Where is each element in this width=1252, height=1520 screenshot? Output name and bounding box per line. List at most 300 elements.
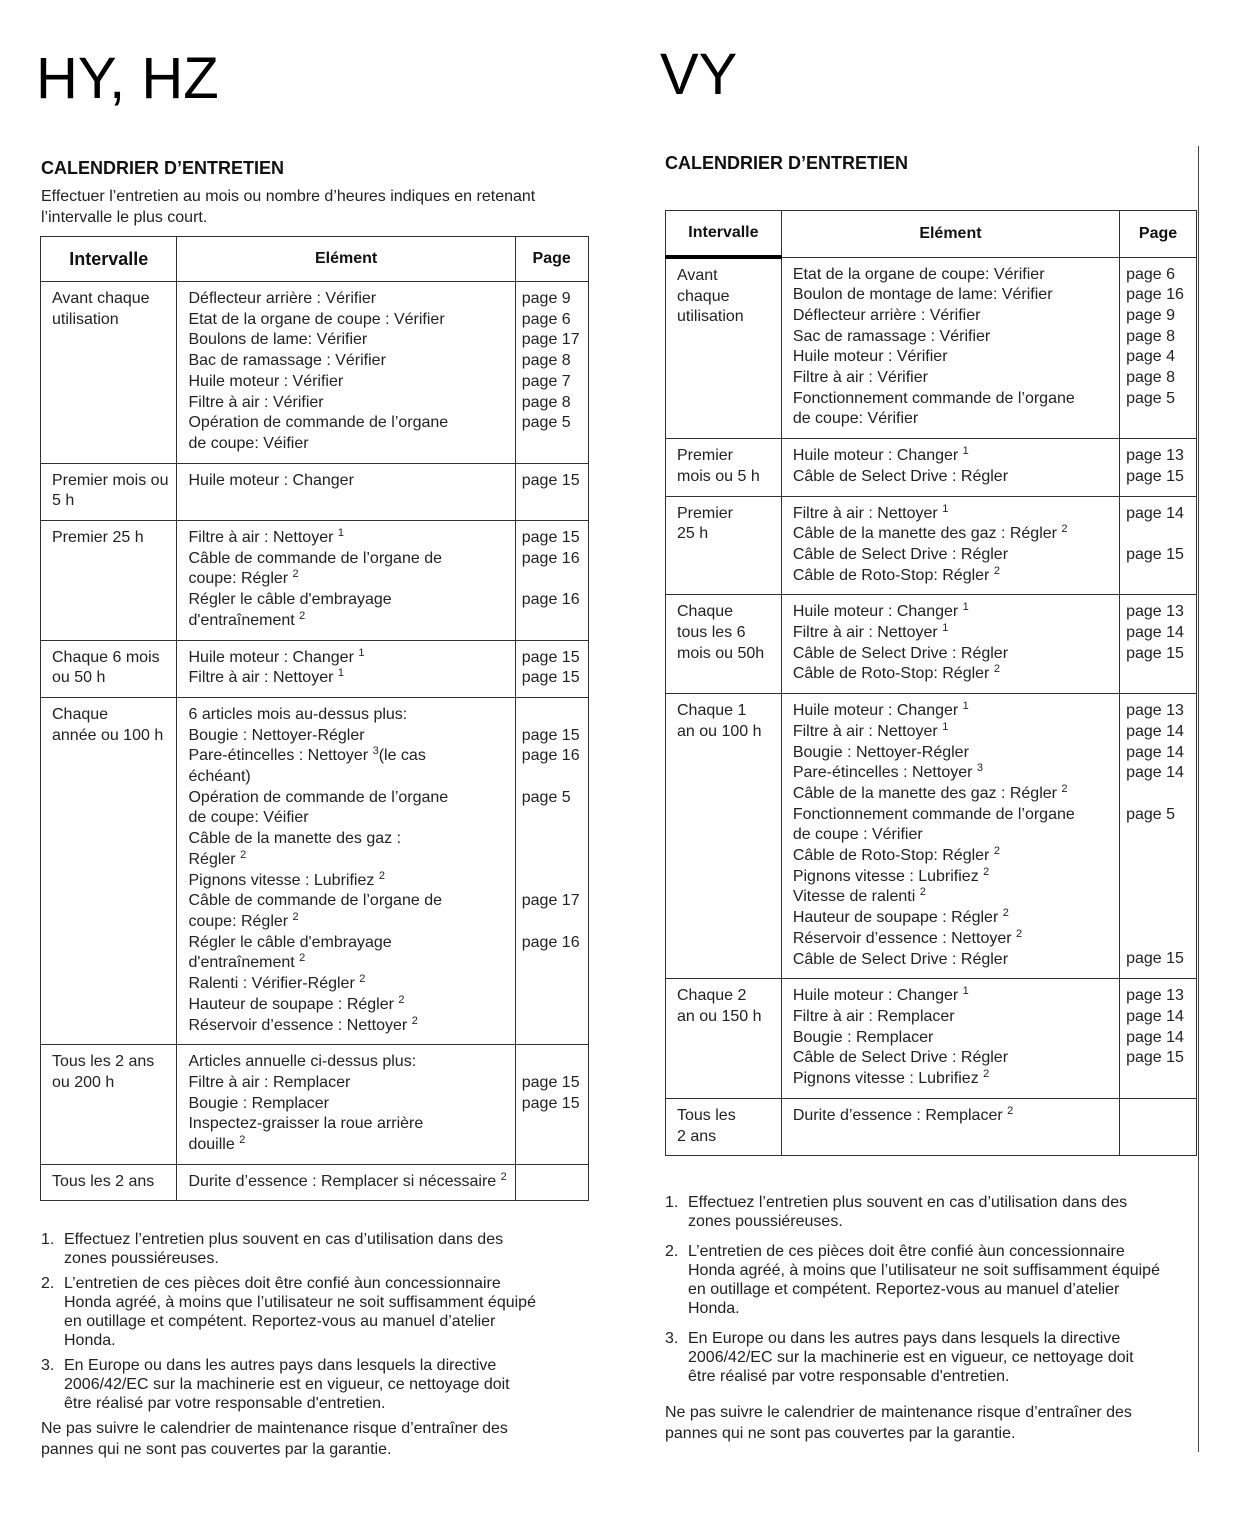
- interval-line: utilisation: [52, 310, 119, 328]
- page-ref: [522, 974, 580, 995]
- page-cell: [1120, 496, 1197, 595]
- table-row: [41, 1045, 589, 1165]
- page-ref: [522, 1172, 580, 1193]
- footnote-ref: 1: [962, 700, 969, 713]
- footnote-number: 3.: [665, 1330, 679, 1347]
- element-text: échéant): [188, 768, 251, 786]
- interval-cell: [41, 697, 177, 1044]
- page-cell: [1120, 595, 1197, 694]
- page-ref: page 15: [521, 726, 580, 744]
- element-line: [793, 763, 1111, 784]
- interval-cell: [666, 1098, 782, 1155]
- element-text: Filtre à air : Remplacer: [792, 1008, 955, 1025]
- page-ref: page 14: [1126, 1028, 1184, 1046]
- page-ref: page 14: [1126, 504, 1184, 522]
- element-text: Déflecteur arrière : Vérifier: [188, 290, 377, 307]
- page-ref: page 14: [1126, 764, 1184, 782]
- table-row: [666, 496, 1197, 595]
- element-text: Câble de Roto-Stop: Régler: [792, 665, 994, 683]
- footnote-item: [41, 1230, 581, 1268]
- page-ref: [1126, 409, 1188, 430]
- page-ref: [522, 829, 580, 850]
- footnote-item: [665, 1329, 1205, 1386]
- interval-line: Tous les 2 ans: [52, 1053, 155, 1071]
- element-line: [188, 767, 506, 788]
- footnote-line: être réalisé par votre responsable d'entretien.: [64, 1395, 386, 1412]
- element-text: Huile moteur : Changer: [792, 987, 963, 1005]
- page-ref: page 13: [1126, 603, 1184, 621]
- page-ref: [522, 808, 580, 829]
- element-text: Régler: [188, 850, 241, 868]
- footnote-line: Honda agréé, à moins que l’utilisateur ne soit suffisamment équipé: [688, 1262, 1160, 1279]
- table-row: [666, 595, 1197, 694]
- element-line: [188, 569, 506, 590]
- footnote-line: en outillage et compétent. Reportez-vous au manuel d’atelier: [688, 1281, 1120, 1298]
- interval-line: mois ou 50h: [677, 644, 765, 662]
- interval-line: Chaque 6 mois: [52, 648, 160, 666]
- element-text: Bougie : Remplacer: [188, 1094, 329, 1112]
- element-line: [793, 504, 1111, 525]
- element-text: Filtre à air : Nettoyer: [792, 504, 943, 522]
- element-line: [793, 389, 1111, 410]
- footnote-ref: 2: [1061, 782, 1068, 795]
- footnote-ref: 2: [993, 564, 1000, 577]
- page-ref: page 13: [1126, 447, 1184, 465]
- element-text: Réservoir d’essence : Nettoyer: [188, 1016, 412, 1034]
- element-line: [793, 986, 1111, 1007]
- table-row: [41, 640, 589, 697]
- element-line: [188, 668, 506, 689]
- element-text: Régler le câble d'embrayage: [188, 591, 392, 609]
- element-line: [793, 347, 1111, 368]
- element-line: [188, 829, 506, 850]
- element-text: Hauteur de soupape : Régler: [188, 995, 399, 1013]
- page-ref: [1126, 846, 1188, 867]
- page-ref: [522, 1052, 580, 1073]
- element-text: Bac de ramassage : Vérifier: [188, 352, 386, 370]
- element-text: Câble de Select Drive : Régler: [792, 1049, 1009, 1067]
- table-body-right: [666, 257, 1197, 1156]
- element-line: [793, 545, 1111, 566]
- footnote-line: Honda.: [64, 1332, 116, 1349]
- footnote-line: L’entretien de ces pièces doit être confié àun concessionnaire: [64, 1275, 501, 1292]
- closing-line: pannes qui ne sont pas couvertes par la garantie.: [41, 1440, 392, 1458]
- element-line: [188, 891, 506, 912]
- table-row: [666, 979, 1197, 1099]
- footnote-ref: 2: [983, 865, 990, 878]
- element-text: Câble de la manette des gaz :: [188, 830, 402, 848]
- element-text: Huile moteur : Changer: [792, 702, 963, 720]
- page-ref: [1126, 524, 1188, 545]
- element-line: [793, 467, 1111, 488]
- element-line: [188, 1052, 506, 1073]
- element-text: Opération de commande de l’organe: [188, 788, 449, 806]
- element-line: [793, 409, 1111, 430]
- element-line: [188, 310, 506, 331]
- page-ref: page 15: [521, 471, 580, 489]
- element-text: Câble de la manette des gaz : Régler: [792, 784, 1062, 802]
- element-text: Ralenti : Vérifier-Régler: [188, 975, 360, 993]
- page-ref: [522, 1135, 580, 1156]
- table-body-left: [41, 282, 589, 1201]
- footnote-ref: 1: [942, 720, 949, 733]
- element-text: douille: [188, 1136, 240, 1154]
- element-line: [188, 788, 506, 809]
- footnote-number: 3.: [41, 1357, 55, 1374]
- element-text: Huile moteur : Vérifier: [188, 372, 344, 390]
- element-text: Filtre à air : Vérifier: [188, 393, 324, 411]
- interval-line: Premier: [677, 447, 734, 465]
- element-text: Filtre à air : Vérifier: [792, 369, 928, 387]
- interval-cell: [666, 257, 782, 439]
- element-line: [793, 867, 1111, 888]
- element-text: Huile moteur : Changer: [188, 471, 354, 489]
- interval-line: Tous les: [677, 1106, 736, 1124]
- element-line: [188, 330, 506, 351]
- interval-line: utilisation: [677, 308, 744, 326]
- header-element: Elément: [177, 237, 515, 282]
- footnote-ref: 2: [359, 973, 366, 986]
- page-cell: [515, 282, 588, 464]
- footnote-ref: 1: [962, 985, 969, 998]
- element-text: de coupe: Véifier: [188, 809, 309, 827]
- page-ref: [522, 850, 580, 871]
- footnote-line: 2006/42/EC sur la machinerie est en vigueur, ce nettoyage doit: [64, 1376, 510, 1393]
- page-ref: page 6: [1126, 265, 1175, 283]
- page-ref: page 15: [521, 529, 580, 547]
- interval-line: tous les 6: [677, 624, 746, 642]
- element-text: de coupe: Véifier: [188, 434, 309, 452]
- element-line: [793, 1048, 1111, 1069]
- footnote-number: 2.: [665, 1243, 679, 1260]
- element-text: Pare-étincelles : Nettoyer: [188, 747, 373, 765]
- element-text: Inspectez-graisser la roue arrière: [188, 1115, 424, 1133]
- element-line: [793, 602, 1111, 623]
- closing-text-right: [665, 1403, 1132, 1444]
- interval-line: Premier mois ou: [52, 471, 169, 489]
- intro-line: l’intervalle le plus court.: [41, 208, 208, 226]
- table-row: [666, 439, 1197, 496]
- element-cell: [781, 439, 1119, 496]
- interval-line: 5 h: [52, 492, 75, 510]
- element-text: Pignons vitesse : Lubrifiez: [188, 871, 379, 889]
- element-line: [188, 1114, 506, 1135]
- footnote-ref: 2: [378, 869, 385, 882]
- element-line: [188, 413, 506, 434]
- element-text: Câble de Roto-Stop: Régler: [792, 566, 994, 584]
- element-line: [188, 351, 506, 372]
- element-line: [793, 784, 1111, 805]
- footnote-ref: 3: [372, 745, 379, 758]
- element-line: [188, 289, 506, 310]
- closing-line: Ne pas suivre le calendrier de maintenance risque d’entraîner des: [665, 1404, 1132, 1421]
- element-cell: [177, 463, 515, 520]
- page-ref: page 8: [1126, 369, 1175, 387]
- element-line: [793, 327, 1111, 348]
- element-line: [793, 566, 1111, 587]
- header-page: Page: [515, 237, 588, 282]
- interval-cell: [666, 439, 782, 496]
- page-ref: [522, 995, 580, 1016]
- interval-line: ou 200 h: [52, 1073, 115, 1091]
- page-cell: [515, 521, 588, 641]
- element-text: d'entraînement: [188, 611, 300, 629]
- interval-cell: [41, 282, 177, 464]
- element-line: [793, 929, 1111, 950]
- element-text: Durite d’essence : Remplacer: [792, 1106, 1008, 1124]
- element-line: [188, 995, 506, 1016]
- footnote-ref: 2: [919, 886, 926, 899]
- page-ref: [1126, 784, 1188, 805]
- page-ref: page 17: [521, 331, 580, 349]
- element-text: Pignons vitesse : Lubrifiez: [792, 867, 984, 885]
- page-ref: [522, 1015, 580, 1036]
- section-heading-left: CALENDRIER D’ENTRETIEN: [41, 158, 285, 178]
- element-line: [188, 953, 506, 974]
- page-ref: page 15: [521, 648, 580, 666]
- element-line: [188, 808, 506, 829]
- interval-cell: [666, 496, 782, 595]
- element-text: Réservoir d’essence : Nettoyer: [792, 929, 1017, 947]
- page-ref: page 15: [1126, 644, 1184, 662]
- footnote-ref: 2: [299, 609, 306, 622]
- footnote-ref: 2: [993, 845, 1000, 858]
- page-ref: page 14: [1126, 743, 1184, 761]
- interval-line: Avant chaque: [52, 290, 150, 307]
- page-ref: page 7: [521, 372, 571, 390]
- table-header-row: [41, 237, 589, 282]
- footnote-ref: 3: [976, 762, 984, 775]
- page-ref: page 16: [521, 933, 580, 951]
- interval-line: Chaque: [52, 705, 109, 723]
- page-ref: [1126, 1106, 1188, 1127]
- element-line: [793, 887, 1111, 908]
- footnote-line: être réalisé par votre responsable d'entretien.: [688, 1368, 1010, 1385]
- page-ref: page 15: [1126, 1049, 1184, 1067]
- element-line: [188, 933, 506, 954]
- page-ref: page 15: [521, 1073, 580, 1091]
- element-line: [188, 611, 506, 632]
- element-text: Pignons vitesse : Lubrifiez: [792, 1070, 984, 1088]
- page-ref: [522, 491, 580, 512]
- section-heading-right: CALENDRIER D’ENTRETIEN: [665, 153, 909, 173]
- footnote-ref: 1: [358, 646, 365, 659]
- page-ref: page 16: [1126, 286, 1184, 304]
- interval-cell: [41, 1164, 177, 1201]
- page-ref: page 8: [521, 393, 571, 411]
- element-text: Filtre à air : Nettoyer: [188, 669, 338, 687]
- element-line: [188, 590, 506, 611]
- element-line: [188, 871, 506, 892]
- footnote-item: [41, 1356, 581, 1413]
- element-text: Fonctionnement commande de l’organe: [792, 389, 1075, 407]
- element-text: Bougie : Remplacer: [792, 1028, 934, 1046]
- element-text: Câble de commande de l’organe de: [188, 892, 442, 910]
- interval-line: Chaque 2: [677, 987, 747, 1005]
- element-text: Sac de ramassage : Vérifier: [792, 327, 991, 345]
- element-text: Câble de commande de l’organe de: [188, 549, 442, 567]
- page-ref: page 13: [1126, 987, 1184, 1005]
- element-line: [188, 974, 506, 995]
- footnote-line: en outillage et compétent. Reportez-vous au manuel d’atelier: [64, 1313, 496, 1330]
- page-ref: page 14: [1126, 624, 1184, 642]
- interval-line: année ou 100 h: [52, 726, 164, 744]
- element-cell: [177, 282, 515, 464]
- element-text: Régler le câble d'embrayage: [188, 933, 392, 951]
- page-ref: page 5: [1126, 805, 1175, 823]
- element-text: Déflecteur arrière : Vérifier: [792, 306, 981, 324]
- element-line: [188, 528, 506, 549]
- page-ref: [522, 611, 580, 632]
- element-cell: [177, 521, 515, 641]
- element-cell: [781, 595, 1119, 694]
- interval-cell: [41, 463, 177, 520]
- element-line: [793, 701, 1111, 722]
- page-cell: [1120, 257, 1197, 439]
- element-line: [188, 434, 506, 455]
- element-text: de coupe : Vérifier: [792, 826, 923, 844]
- element-line: [793, 664, 1111, 685]
- page-cell: [1120, 439, 1197, 496]
- element-line: [188, 549, 506, 570]
- element-cell: [781, 979, 1119, 1099]
- page-ref: [1126, 1069, 1188, 1090]
- element-line: [793, 825, 1111, 846]
- page-ref: page 15: [1126, 950, 1184, 968]
- footnote-line: Honda.: [688, 1300, 740, 1317]
- element-line: [793, 908, 1111, 929]
- table-row: [666, 694, 1197, 979]
- footnote-ref: 2: [240, 848, 247, 861]
- table-row: [41, 282, 589, 464]
- closing-line: pannes qui ne sont pas couvertes par la garantie.: [665, 1424, 1016, 1442]
- page-ref: page 9: [1126, 306, 1175, 324]
- footnote-ref: 2: [299, 952, 306, 965]
- page-ref: [1126, 887, 1188, 908]
- element-text: Câble de Select Drive : Régler: [792, 644, 1009, 662]
- element-text: coupe: Régler: [188, 570, 293, 588]
- page-cell: [515, 1164, 588, 1201]
- element-line: [793, 805, 1111, 826]
- page-ref: page 8: [521, 352, 571, 370]
- interval-line: mois ou 5 h: [677, 467, 760, 485]
- footnote-line: Effectuez l’entretien plus souvent en cas d’utilisation dans des: [64, 1231, 504, 1248]
- page-ref: page 16: [521, 591, 580, 609]
- interval-cell: [41, 640, 177, 697]
- element-text: Durite d’essence : Remplacer si nécessaire: [188, 1172, 501, 1190]
- page-ref: [1126, 908, 1188, 929]
- element-text: Vitesse de ralenti: [792, 888, 920, 906]
- page-cell: [515, 697, 588, 1044]
- element-text: Huile moteur : Changer: [792, 603, 963, 621]
- element-text: Huile moteur : Changer: [792, 447, 963, 465]
- footnote-ref: 2: [1016, 927, 1023, 940]
- page-ref: page 5: [521, 414, 571, 432]
- footnote-line: zones poussiéreuses.: [64, 1250, 219, 1267]
- element-cell: [781, 496, 1119, 595]
- element-line: [793, 623, 1111, 644]
- page-ref: [522, 569, 580, 590]
- element-cell: [177, 1164, 515, 1201]
- header-page: Page: [1120, 211, 1197, 258]
- footnote-ref: 1: [942, 502, 949, 515]
- footnote-ref: 2: [500, 1170, 507, 1183]
- element-text: Filtre à air : Remplacer: [188, 1073, 351, 1091]
- element-cell: [781, 694, 1119, 979]
- element-cell: [781, 1098, 1119, 1155]
- interval-line: Tous les 2 ans: [52, 1172, 155, 1190]
- element-line: [793, 846, 1111, 867]
- page-ref: [522, 434, 580, 455]
- element-text: Bougie : Nettoyer-Régler: [792, 743, 969, 761]
- element-text: Huile moteur : Changer: [188, 648, 359, 666]
- header-interval: Intervalle: [666, 211, 782, 258]
- page-ref: page 6: [521, 310, 571, 328]
- element-text: Boulons de lame: Vérifier: [188, 331, 368, 349]
- interval-line: Chaque 1: [677, 702, 747, 720]
- page-ref: page 14: [1126, 722, 1184, 740]
- interval-cell: [666, 694, 782, 979]
- maintenance-table-left: [40, 236, 589, 1201]
- table-row: [41, 1164, 589, 1201]
- element-text: Opération de commande de l’organe: [188, 414, 449, 432]
- element-line: [793, 1007, 1111, 1028]
- element-text-after: (le cas: [378, 747, 426, 765]
- page-ref: page 5: [1126, 389, 1175, 407]
- interval-line: chaque: [677, 287, 730, 305]
- table-row: [666, 1098, 1197, 1155]
- element-text: Articles annuelle ci-dessus plus:: [188, 1053, 417, 1071]
- closing-text-left: [41, 1419, 508, 1460]
- page-ref: page 15: [1126, 545, 1184, 563]
- interval-line: Premier: [677, 504, 734, 522]
- footnotes-left: [41, 1230, 581, 1419]
- page-ref: [1126, 867, 1188, 888]
- element-line: [188, 1073, 506, 1094]
- page-cell: [1120, 694, 1197, 979]
- page-ref: [522, 953, 580, 974]
- element-line: [793, 644, 1111, 665]
- interval-line: an ou 150 h: [677, 1008, 762, 1025]
- element-text: Filtre à air : Nettoyer: [792, 722, 943, 740]
- intro-line: Effectuer l’entretien au mois ou nombre d’heures indiques en retenant: [41, 188, 536, 205]
- page-cell: [1120, 979, 1197, 1099]
- element-text: Etat de la organe de coupe: Vérifier: [792, 265, 1045, 283]
- footnote-ref: 1: [337, 667, 344, 680]
- page-ref: page 15: [1126, 467, 1184, 485]
- page-ref: page 16: [521, 549, 580, 567]
- page-cell: [515, 1045, 588, 1165]
- element-line: [793, 1069, 1111, 1090]
- maintenance-table-right: [665, 210, 1197, 1156]
- footnote-ref: 2: [239, 1134, 246, 1147]
- element-text: Câble de Select Drive : Régler: [792, 545, 1009, 563]
- page-ref: page 17: [521, 892, 580, 910]
- element-text: Bougie : Nettoyer-Régler: [188, 726, 365, 744]
- interval-cell: [666, 979, 782, 1099]
- footnote-number: 2.: [41, 1275, 55, 1292]
- element-text: Filtre à air : Nettoyer: [792, 624, 943, 642]
- element-text: Huile moteur : Vérifier: [792, 348, 948, 366]
- footnote-ref: 1: [962, 601, 969, 614]
- page-ref: page 16: [521, 747, 580, 765]
- element-line: [188, 648, 506, 669]
- interval-line: Avant: [677, 267, 718, 284]
- table-row: [41, 463, 589, 520]
- page-ref: page 8: [1126, 327, 1175, 345]
- element-text: Pare-étincelles : Nettoyer: [792, 764, 977, 782]
- footnote-ref: 1: [942, 622, 949, 635]
